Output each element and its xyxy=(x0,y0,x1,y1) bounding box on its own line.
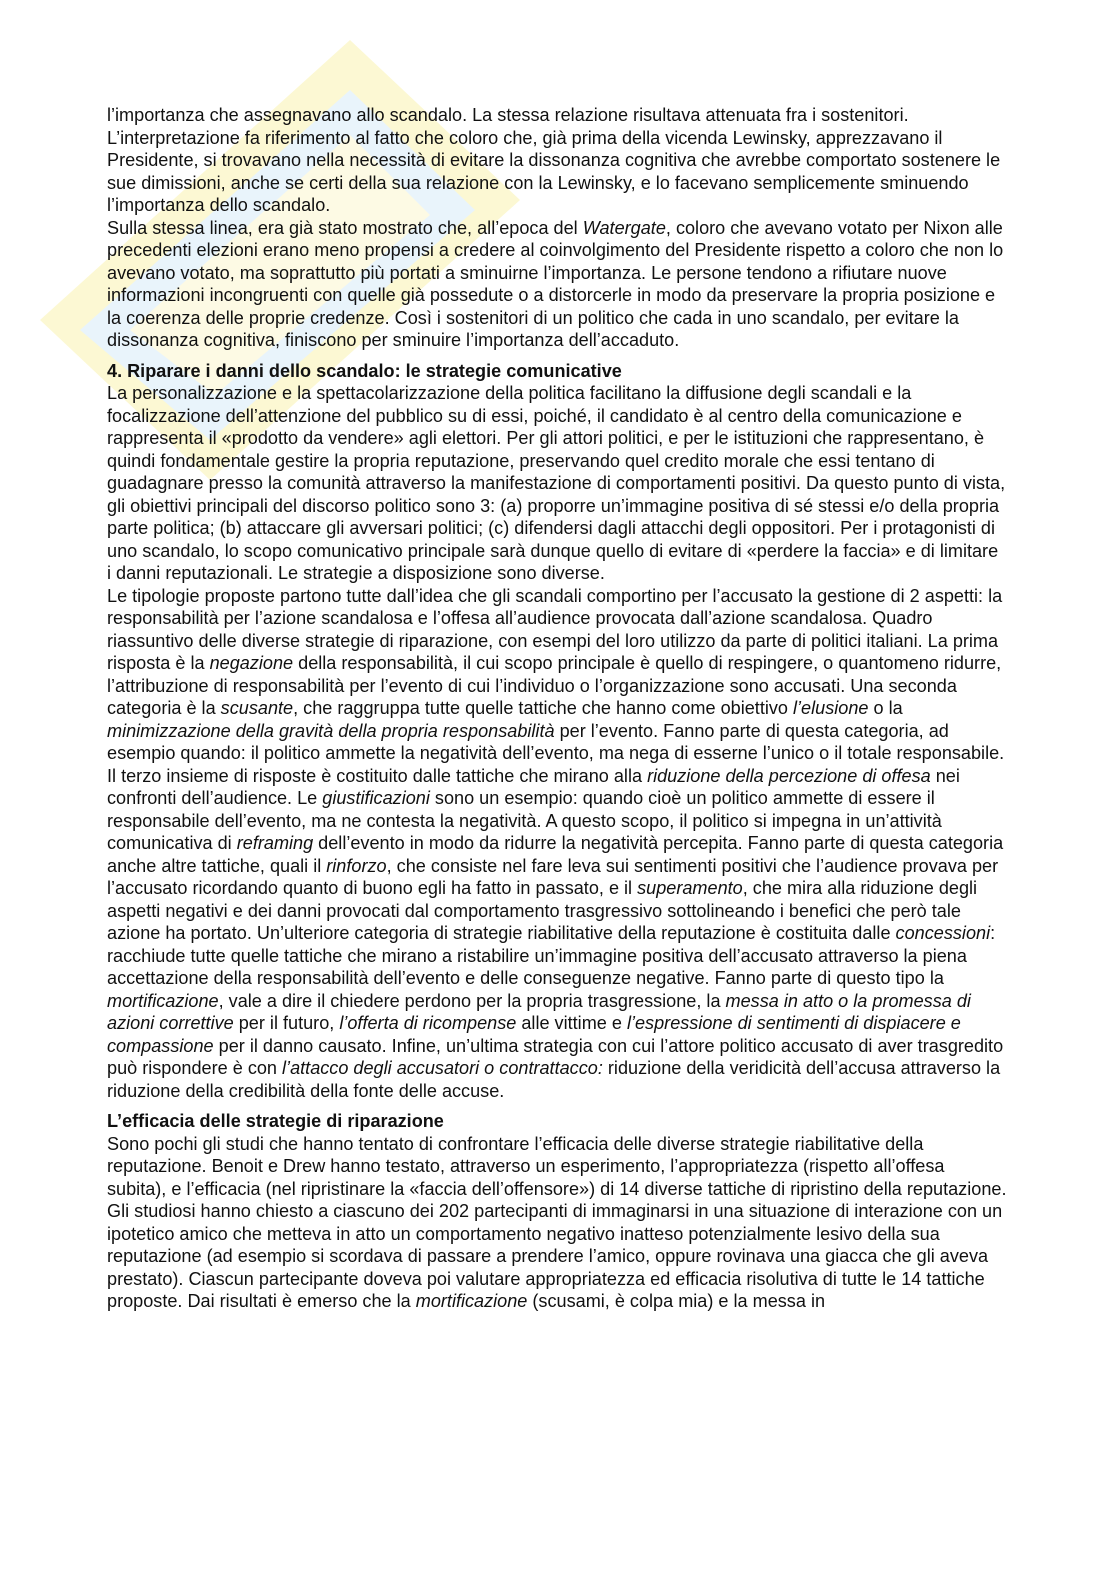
paragraph-watergate: Sulla stessa linea, era già stato mostrato che, all’epoca del Watergate, coloro che avevano votato per Nixon alle precedenti elezioni erano meno propensi a credere al coinvolgimento del Presidente rispetto a coloro che non lo avevano votato, ma soprattutto più portati a sminuirne l’importanza. Le persone tendono a rifiutare nuove informazioni incongruenti con quelle già possedute o a distorcerle in modo da preservare la propria posizione e la coerenza delle proprie credenze. Così i sostenitori di un politico che cada in uno scandalo, per evitare la dissonanza cognitiva, finiscono per sminuire l’importanza dell’accaduto. xyxy=(107,217,1004,350)
document-body xyxy=(107,104,1007,1313)
paragraph-lewinsky: l’importanza che assegnavano allo scandalo. La stessa relazione risultava attenuata fra i sostenitori. L’interpretazione fa riferimento al fatto che coloro che, già prima della vicenda Lewinsky, apprezzavano il Presidente, si trovavano nella necessità di evitare la dissonanza cognitiva che avrebbe comportato sostenere le sue dimissioni, anche se certi della sua relazione con la Lewinsky, e lo facevano semplicemente sminuendo l’importanza dello scandalo. xyxy=(107,105,1001,215)
paragraph-tipologie: Le tipologie proposte partono tutte dall’idea che gli scandali comportino per l’accusato la gestione di 2 aspetti: la responsabilità per l’azione scandalosa e l’offesa all’audience provocata dall’azione scandalosa. Quadro riassuntivo delle diverse strategie di riparazione, con esempi del loro utilizzo da parte di politici italiani. La prima risposta è la negazione della responsabilità, il cui scopo principale è quello di respingere, o quantomeno ridurre, l’attribuzione di responsabilità per l’evento di cui l’individuo o l’organizzazione sono accusati. Una seconda categoria è la scusante, che raggruppa tutte quelle tattiche che hanno come obiettivo l’elusione o la minimizzazione della gravità della propria responsabilità per l’evento. Fanno parte di questa categoria, ad esempio quando: il politico ammette la negatività dell’evento, ma nega di esserne l’unico o il totale responsabile. Il terzo insieme di risposte è costituito dalle tattiche che mirano alla riduzione della percezione di offesa nei confronti dell’audience. Le giustificazioni sono un esempio: quando cioè un politico ammette di essere il responsabile dell’evento, ma ne contesta la negatività. A questo scopo, il politico si impegna in un’attività comunicativa di reframing dell’evento in modo da ridurre la negatività percepita. Fanno parte di questa categoria anche altre tattiche, quali il rinforzo, che consiste nel fare leva sui sentimenti positivi che l’audience provava per l’accusato ricordando quanto di buono egli ha fatto in passato, e il superamento, che mira alla riduzione degli aspetti negativi e dei danni provocati dal comportamento trasgressivo sottolineando i benefici che però tale azione ha portato. Un’ulteriore categoria di strategie riabilitative della reputazione è costituita dalle concessioni: racchiude tutte quelle tattiche che mirano a ristabilire un’immagine positiva dell’accusato attraverso la piena accettazione della responsabilità dell’evento e delle conseguenze negative. Fanno parte di questo tipo la mortificazione, vale a dire il chiedere perdono per la propria trasgressione, la messa in atto o la promessa di azioni correttive per il futuro, l’offerta di ricompense alle vittime e l’espressione di sentimenti di dispiacere e compassione per il danno causato. Infine, un’ultima strategia con cui l’attore politico accusato di aver trasgredito può rispondere è con l’attacco degli accusatori o contrattacco: riduzione della veridicità dell’accusa attraverso la riduzione della credibilità della fonte delle accuse. xyxy=(107,585,1005,1101)
section-heading-strategie: 4. Riparare i danni dello scandalo: le strategie comunicative xyxy=(107,360,622,381)
section-heading-efficacia: L’efficacia delle strategie di riparazione xyxy=(107,1111,444,1131)
paragraph-personalizzazione: La personalizzazione e la spettacolarizzazione della politica facilitano la diffusione degli scandali e la focalizzazione dell’attenzione del pubblico su di essi, poiché, il candidato è al centro della comunicazione e rappresenta il «prodotto da vendere» agli elettori. Per gli attori politici, e per le istituzioni che rappresentano, è quindi fondamentale gestire la propria reputazione, preservando quel credito morale che essi tentano di guadagnare presso la comunità attraverso la manifestazione di comportamenti positivi. Da questo punto di vista, gli obiettivi principali del discorso politico sono 3: (a) proporre un’immagine positiva di sé stessi e/o della propria parte politica; (b) attaccare gli avversari politici; (c) difendersi dagli attacchi degli oppositori. Per i protagonisti di uno scandalo, lo scopo comunicativo principale sarà dunque quello di evitare di «perdere la faccia» e di limitare i danni reputazionali. Le strategie a disposizione sono diverse. xyxy=(107,383,1006,583)
paragraph-benoit-drew: Sono pochi gli studi che hanno tentato di confrontare l’efficacia delle diverse strategie riabilitative della reputazione. Benoit e Drew hanno testato, attraverso un esperimento, l’appropriatezza (rispetto all’offesa subita), e l’efficacia (nel ripristinare la «faccia dell’offensore») di 14 diverse tattiche di ripristino della reputazione. Gli studiosi hanno chiesto a ciascuno dei 202 partecipanti di immaginarsi in una situazione di interazione con un ipotetico amico che metteva in atto un comportamento negativo inatteso potenzialmente lesivo della sua reputazione (ad esempio si scordava di passare a prendere l’amico, oppure rovinava una giacca che gli aveva prestato). Ciascun partecipante doveva poi valutare appropriatezza ed efficacia risolutiva di tutte le 14 tattiche proposte. Dai risultati è emerso che la mortificazione (scusami, è colpa mia) e la messa in xyxy=(107,1133,1007,1311)
